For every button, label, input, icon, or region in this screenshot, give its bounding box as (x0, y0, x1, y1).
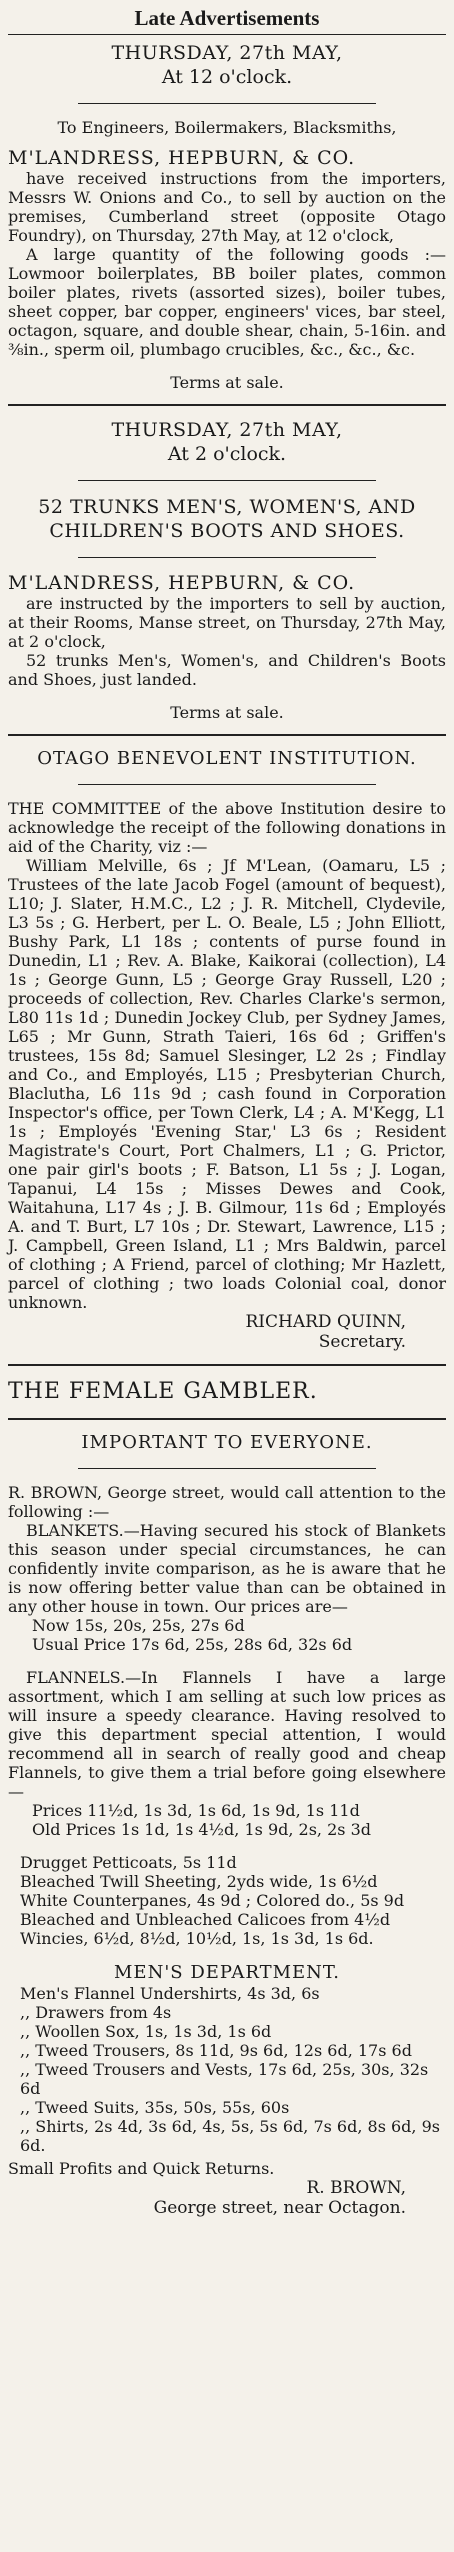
goods-list: 52 trunks Men's, Women's, and Children's Boots and Shoes, just landed. (8, 651, 446, 689)
advertisement-r-brown (8, 1432, 446, 2218)
blanket-usual-prices: Usual Price 17s 6d, 25s, 28s 6d, 32s 6d (32, 1635, 353, 1654)
divider (78, 784, 376, 785)
signature-name: RICHARD QUINN, (245, 1312, 406, 1332)
signature-title: Secretary. (318, 1332, 406, 1352)
ad-date: THURSDAY, 27th MAY, (111, 42, 343, 64)
spacer (8, 1948, 446, 1962)
ad-time: At 2 o'clock. (167, 443, 287, 465)
ad-date: THURSDAY, 27th MAY, (111, 419, 343, 441)
ad-heading: OTAGO BENEVOLENT INSTITUTION. (37, 748, 417, 769)
blanket-now-prices: Now 15s, 20s, 25s, 27s 6d (32, 1616, 245, 1635)
mens-list (8, 1984, 446, 2155)
ad-audience: To Engineers, Boilermakers, Blacksmiths, (57, 118, 397, 137)
signature-address: George street, near Octagon. (153, 2198, 406, 2218)
ad-headline-female-gambler: THE FEMALE GAMBLER. (8, 1379, 318, 1404)
signature-name: R. BROWN, (306, 2178, 406, 2198)
flannel-prices: Prices 11½d, 1s 3d, 1s 6d, 1s 9d, 1s 11d (32, 1801, 360, 1820)
divider (78, 1468, 376, 1469)
ad-time: At 12 o'clock. (161, 66, 293, 88)
list-item: Drugget Petticoats, 5s 11d (20, 1853, 237, 1872)
divider (8, 404, 446, 406)
list-item: ,, Tweed Trousers, 8s 11d, 9s 6d, 12s 6d, 17s 6d (20, 2041, 412, 2060)
terms: Terms at sale. (170, 703, 284, 722)
mens-department-heading: MEN'S DEPARTMENT. (114, 1962, 340, 1983)
divider (8, 1418, 446, 1420)
list-item: Bleached Twill Sheeting, 2yds wide, 1s 6½d (20, 1872, 378, 1891)
advertisement-benevolent (8, 748, 446, 1352)
divider (8, 1364, 446, 1366)
list-item: Wincies, 6½d, 8½d, 10½d, 1s, 1s 3d, 1s 6d. (20, 1929, 374, 1948)
section-title: Late Advertisements (134, 6, 320, 30)
ad-body: have received instructions from the importers, Messrs W. Onions and Co., to sell by auction on the premises, Cumberland street (opposite Otago Foundry), on Thursday, 27th May, at 12 o'clock, (8, 169, 446, 245)
ad-intro: R. BROWN, George street, would call attention to the following :— (8, 1483, 446, 1521)
list-item: ,, Tweed Suits, 35s, 50s, 55s, 60s (20, 2098, 290, 2117)
donation-list: William Melville, 6s ; Jf M'Lean, (Oamaru, L5 ; Trustees of the late Jacob Fogel (amount of bequest), L10; J. Slater, H.M.C., L2 ; J. R. Mitchell, Clydevile, L3 5s ; G. Herbert, per L. O. Beale, L5 ; John Elliott, Bushy Park, L1 18s ; contents of purse found in Dunedin, L1 ; Rev. A. Blake, Kaikorai (collection), L4 1s ; George Gunn, L5 ; George Gray Russell, L20 ; proceeds of collection, Rev. Charles Clarke's sermon, L80 11s 1d ; Dunedin Jockey Club, per Sydney James, L65 ; Mr Gunn, Strath Taieri, 16s 6d ; Griffen's trustees, 15s 8d; Samuel Slesinger, L2 2s ; Findlay and Co., and Employés, L15 ; Presbyterian Church, Blaclutha, L6 11s 9d ; cash found in Corporation Inspector's office, per Town Clerk, L4 ; A. M'Kegg, L1 1s ; Employés 'Evening Star,' L3 6s ; Resident Magistrate's Court, Port Chalmers, L1 ; G. Prictor, one pair girl's boots ; F. Batson, L1 5s ; J. Logan, Tapanui, L4 15s ; Misses Dewes and Cook, Waitahuna, L17 4s ; J. B. Gilmour, 11s 6d ; Employés A. and T. Burt, L7 10s ; Dr. Stewart, Lawrence, L15 ; J. Campbell, Green Island, L1 ; Mrs Baldwin, parcel of clothing ; A Friend, parcel of clothing; Mr Hazlett, parcel of clothing ; two loads Colonial coal, donor unknown. (8, 856, 446, 1312)
flannel-old-prices: Old Prices 1s 1d, 1s 4½d, 1s 9d, 2s, 2s 3d (32, 1820, 371, 1839)
ad-body: are instructed by the importers to sell by auction, at their Rooms, Manse street, on Thursday, 27th May, at 2 o'clock, (8, 594, 446, 651)
divider (78, 103, 376, 104)
closing-line: Small Profits and Quick Returns. (8, 2159, 275, 2178)
item-list (8, 1853, 446, 1948)
list-item: ,, Tweed Trousers and Vests, 17s 6d, 25s, 30s, 32s 6d (20, 2060, 429, 2098)
list-item: White Counterpanes, 4s 9d ; Colored do., 5s 9d (20, 1891, 405, 1910)
list-item: Bleached and Unbleached Calicoes from 4½d (20, 1910, 391, 1929)
spacer (8, 1839, 446, 1853)
list-item: Men's Flannel Undershirts, 4s 3d, 6s (20, 1984, 320, 2003)
ad-headline: 52 TRUNKS MEN'S, WOMEN'S, AND CHILDREN'S BOOTS AND SHOES. (38, 496, 416, 542)
blankets-paragraph: BLANKETS.—Having secured his stock of Blankets this season under special circumstances, he can confidently invite comparison, as he is aware that he is now offering better value than can be obtained in any other house in town. Our prices are— (8, 1521, 446, 1616)
ad-intro: THE COMMITTEE of the above Institution desire to acknowledge the receipt of the following donations in aid of the Charity, viz :— (8, 799, 446, 856)
divider (8, 34, 446, 35)
list-item: ,, Shirts, 2s 4d, 3s 6d, 4s, 5s, 5s 6d, 7s 6d, 8s 6d, 9s 6d. (20, 2117, 440, 2155)
firm-name: M'LANDRESS, HEPBURN, & CO. (8, 147, 356, 169)
ad-heading: IMPORTANT TO EVERYONE. (81, 1432, 373, 1453)
spacer (8, 1654, 446, 1668)
goods-list: A large quantity of the following goods :— Lowmoor boilerplates, BB boiler plates, common boiler plates, rivets (assorted sizes), boiler tubes, sheet copper, bar copper, engineers' vices, bar steel, octagon, square, and double shear, chain, 5-16in. and ⅜in., sperm oil, plumbago crucibles, &c., &c., &c. (8, 245, 446, 359)
list-item: ,, Drawers from 4s (20, 2003, 172, 2022)
divider (78, 557, 376, 558)
flannels-paragraph: FLANNELS.—In Flannels I have a large assortment, which I am selling at such low prices as will insure a speedy clearance. Having resolved to give this department special attention, I would recommend all in search of really good and cheap Flannels, to give them a trial before going elsewhere— (8, 1668, 446, 1801)
advertisement-boots (8, 418, 446, 722)
divider (78, 480, 376, 481)
terms: Terms at sale. (170, 373, 284, 392)
divider (8, 734, 446, 736)
firm-name: M'LANDRESS, HEPBURN, & CO. (8, 572, 356, 594)
advertisement-engineers (8, 41, 446, 392)
list-item: ,, Woollen Sox, 1s, 1s 3d, 1s 6d (20, 2022, 272, 2041)
